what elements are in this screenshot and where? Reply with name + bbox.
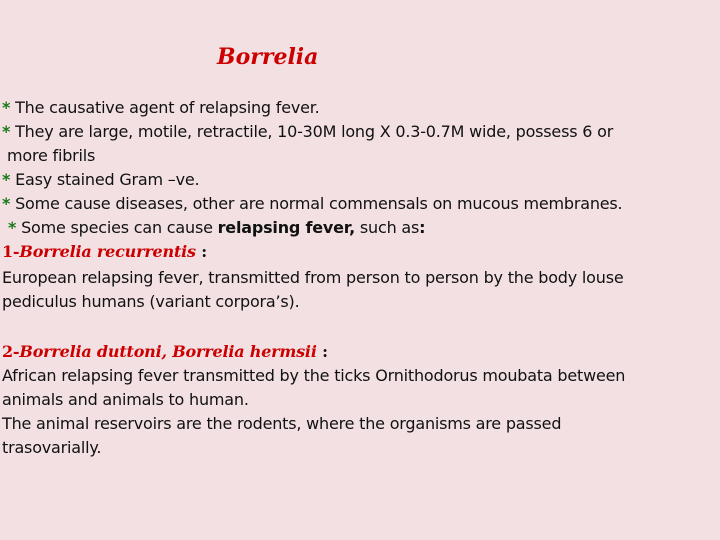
bullet-line (2, 192, 622, 216)
section1-name: Borrelia recurrentis (19, 242, 196, 261)
bullet-line (2, 168, 199, 192)
bullet-text: more fibrils (7, 146, 96, 165)
bullet-text: Some cause diseases, other are normal commensals on mucous membranes. (15, 194, 623, 213)
section1-colon: : (195, 242, 207, 261)
species-intro-colon: : (419, 218, 426, 237)
species-intro-tail: such as (355, 218, 420, 237)
slide-title: Borrelia (217, 44, 319, 70)
section1-body-line: pediculus humans (variant corpora’s). (2, 292, 300, 311)
section2-body-line: trasovarially. (2, 438, 102, 457)
bullet-star-icon: * (2, 194, 11, 213)
bullet-continuation (7, 144, 95, 168)
section2-body-line: animals and animals to human. (2, 390, 249, 409)
bullet-text: They are large, motile, retractile, 10-30M long X 0.3-0.7M wide, possess 6 or (15, 122, 614, 141)
species-intro-line (8, 216, 425, 240)
bullet-star-icon: * (8, 218, 17, 237)
bullet-text: The causative agent of relapsing fever. (15, 98, 320, 117)
bullet-line (2, 96, 320, 120)
species-intro-bold: relapsing fever, (217, 218, 356, 237)
bullet-text: Easy stained Gram –ve. (15, 170, 200, 189)
bullet-star-icon: * (2, 98, 11, 117)
section1-heading (2, 240, 207, 264)
bullet-line (2, 120, 613, 144)
bullet-star-icon: * (2, 170, 11, 189)
section2-number: 2- (2, 342, 20, 361)
species-intro-text: Some species can cause (21, 218, 218, 237)
bullet-star-icon: * (2, 122, 11, 141)
section2-heading (2, 340, 328, 364)
section2-colon: : (316, 342, 328, 361)
section1-body-line: European relapsing fever, transmitted from person to person by the body louse (2, 268, 624, 287)
section2-name: Borrelia duttoni, Borrelia hermsii (19, 342, 317, 361)
section2-body-line: The animal reservoirs are the rodents, where the organisms are passed (2, 414, 562, 433)
section2-body-line: African relapsing fever transmitted by the ticks Ornithodorus moubata between (2, 366, 626, 385)
section1-number: 1- (2, 242, 20, 261)
